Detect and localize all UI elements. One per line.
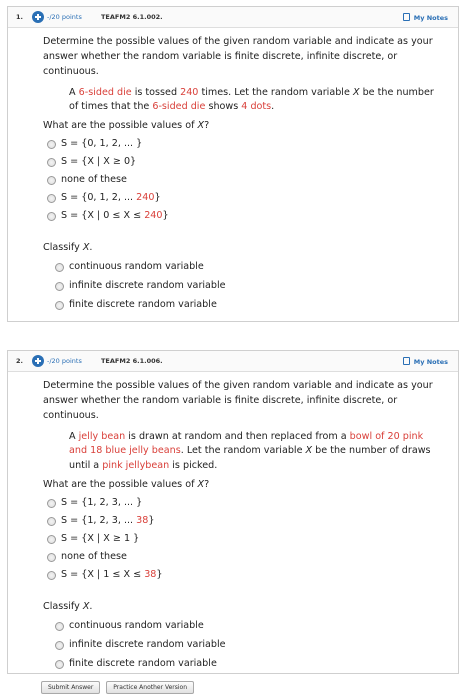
my-notes-link[interactable] (403, 357, 448, 366)
question-body (8, 372, 458, 674)
option-label (61, 568, 163, 583)
radio-button-icon[interactable] (55, 282, 64, 291)
scenario-text (69, 430, 440, 475)
question-number: 2. (16, 357, 23, 365)
highlighted-text: 38 (136, 514, 149, 526)
radio-button-icon[interactable] (47, 176, 56, 185)
radio-button-icon[interactable] (55, 660, 64, 669)
text-run: A (69, 86, 79, 98)
question-stem: Determine the possible values of the given random variable and indicate as your answer whether the random variable is finite discrete, infinite discrete, or continuous. (43, 36, 433, 77)
text-run: S = {1, 2, 3, ... } (61, 496, 143, 508)
text-run: } (156, 568, 163, 580)
variable-x: X (197, 120, 205, 132)
question-header (8, 351, 458, 372)
highlighted-text: 240 (180, 86, 199, 98)
text-run: A (69, 430, 79, 442)
option-label: continuous random variable (69, 619, 204, 631)
highlighted-text: 6-sided die (78, 86, 132, 98)
classify-option[interactable] (55, 617, 448, 636)
answer-option[interactable] (47, 566, 448, 584)
highlighted-text: 4 dots (241, 101, 272, 113)
radio-button-icon[interactable] (47, 517, 56, 526)
text-run: X (352, 86, 360, 98)
text-run: times. Let the random variable (198, 86, 353, 98)
variable-x: X (82, 242, 90, 254)
classify-options (43, 617, 448, 674)
text-run: . Let the random variable (180, 445, 306, 457)
highlighted-text: jelly bean (78, 430, 126, 442)
highlighted-text: 38 (144, 568, 157, 580)
radio-button-icon[interactable] (47, 499, 56, 508)
values-prompt-text: What are the possible values of X? (43, 479, 210, 491)
question-header (8, 7, 458, 28)
radio-button-icon[interactable] (47, 140, 56, 149)
option-label: infinite discrete random variable (69, 638, 226, 650)
classify-option[interactable] (55, 277, 448, 296)
option-label (61, 209, 169, 224)
option-label (61, 514, 154, 529)
radio-button-icon[interactable] (55, 641, 64, 650)
values-prompt-text: What are the possible values of X? (43, 120, 210, 132)
answer-option[interactable] (47, 189, 448, 207)
notes-icon (403, 357, 410, 365)
option-label (61, 191, 161, 206)
question-2 (7, 350, 459, 674)
option-label (61, 173, 127, 188)
points-label: -/20 points (47, 357, 82, 365)
my-notes-link[interactable] (403, 13, 448, 22)
question-stem: Determine the possible values of the given random variable and indicate as your answer whether the random variable is finite discrete, infinite discrete, or continuous. (43, 380, 433, 421)
text-run: be the number of draws until a (69, 445, 431, 472)
variable-x: X (82, 601, 90, 613)
submit-answer-button[interactable]: Submit Answer (41, 681, 100, 694)
text-run: S = {X | 1 ≤ X ≤ (61, 568, 145, 580)
radio-button-icon[interactable] (47, 553, 56, 562)
answer-option[interactable] (47, 512, 448, 530)
notes-icon (403, 13, 410, 21)
plus-circle-icon[interactable] (32, 11, 44, 23)
option-label (61, 496, 142, 511)
radio-button-icon[interactable] (47, 194, 56, 203)
classify-prompt-text: Classify X. (43, 242, 93, 254)
radio-button-icon[interactable] (55, 301, 64, 310)
question-1 (7, 6, 459, 322)
answer-option[interactable] (47, 207, 448, 225)
classify-option[interactable] (55, 636, 448, 655)
text-run: S = {0, 1, 2, ... (61, 191, 137, 203)
radio-button-icon[interactable] (47, 158, 56, 167)
option-label: finite discrete random variable (69, 657, 217, 669)
radio-button-icon[interactable] (55, 263, 64, 272)
option-label: continuous random variable (69, 261, 204, 273)
classify-option[interactable] (55, 258, 448, 277)
text-run: . (271, 101, 275, 113)
text-run: is picked. (169, 460, 218, 472)
question-body (8, 28, 458, 315)
question-code: TEAFM2 6.1.002. (101, 13, 163, 21)
practice-another-version-button[interactable]: Practice Another Version (106, 681, 194, 694)
text-run: S = {1, 2, 3, ... (61, 514, 137, 526)
classify-option[interactable] (55, 655, 448, 674)
text-run: } (162, 209, 169, 221)
points-label: -/20 points (47, 13, 82, 21)
classify-options (43, 258, 448, 315)
text-run: S = {X | 0 ≤ X ≤ (61, 209, 145, 221)
values-options (43, 135, 448, 225)
my-notes-label: My Notes (413, 14, 448, 22)
scenario-text (69, 86, 440, 116)
classify-prompt (43, 600, 448, 615)
text-run: } (154, 191, 161, 203)
action-buttons (41, 681, 194, 694)
answer-option[interactable] (47, 171, 448, 189)
highlighted-text: 240 (144, 209, 163, 221)
text-run: shows (205, 101, 242, 113)
answer-option[interactable] (47, 135, 448, 153)
plus-circle-icon[interactable] (32, 355, 44, 367)
text-run: is drawn at random and then replaced from a (125, 430, 350, 442)
classify-prompt-text: Classify X. (43, 601, 93, 613)
text-run: none of these (61, 550, 127, 562)
text-run: is tossed (131, 86, 181, 98)
highlighted-text: 6-sided die (152, 101, 206, 113)
highlighted-text: 240 (136, 191, 155, 203)
answer-option[interactable] (47, 153, 448, 171)
classify-option[interactable] (55, 296, 448, 315)
radio-button-icon[interactable] (47, 535, 56, 544)
radio-button-icon[interactable] (55, 622, 64, 631)
classify-prompt (43, 241, 448, 256)
option-label (61, 550, 127, 565)
option-label: infinite discrete random variable (69, 280, 226, 292)
text-run: none of these (61, 173, 127, 185)
highlighted-text: pink jellybean (102, 460, 170, 472)
radio-button-icon[interactable] (47, 212, 56, 221)
option-label (61, 155, 136, 170)
answer-option[interactable] (47, 530, 448, 548)
variable-x: X (197, 479, 205, 491)
option-label (61, 532, 139, 547)
question-code: TEAFM2 6.1.006. (101, 357, 163, 365)
option-label (61, 137, 142, 152)
text-run: } (148, 514, 155, 526)
values-prompt (43, 119, 448, 134)
answer-option[interactable] (47, 494, 448, 512)
text-run: S = {0, 1, 2, ... } (61, 137, 143, 149)
my-notes-label: My Notes (413, 358, 448, 366)
values-options (43, 494, 448, 584)
values-prompt (43, 478, 448, 493)
answer-option[interactable] (47, 548, 448, 566)
question-number: 1. (16, 13, 23, 21)
text-run: X (305, 445, 313, 457)
option-label: finite discrete random variable (69, 299, 217, 311)
radio-button-icon[interactable] (47, 571, 56, 580)
text-run: S = {X | X ≥ 0} (61, 155, 137, 167)
highlighted-text: bowl of 20 pink and 18 blue jelly beans (69, 430, 424, 457)
text-run: S = {X | X ≥ 1 } (61, 532, 140, 544)
text-run: be the number of times that the (69, 86, 434, 113)
